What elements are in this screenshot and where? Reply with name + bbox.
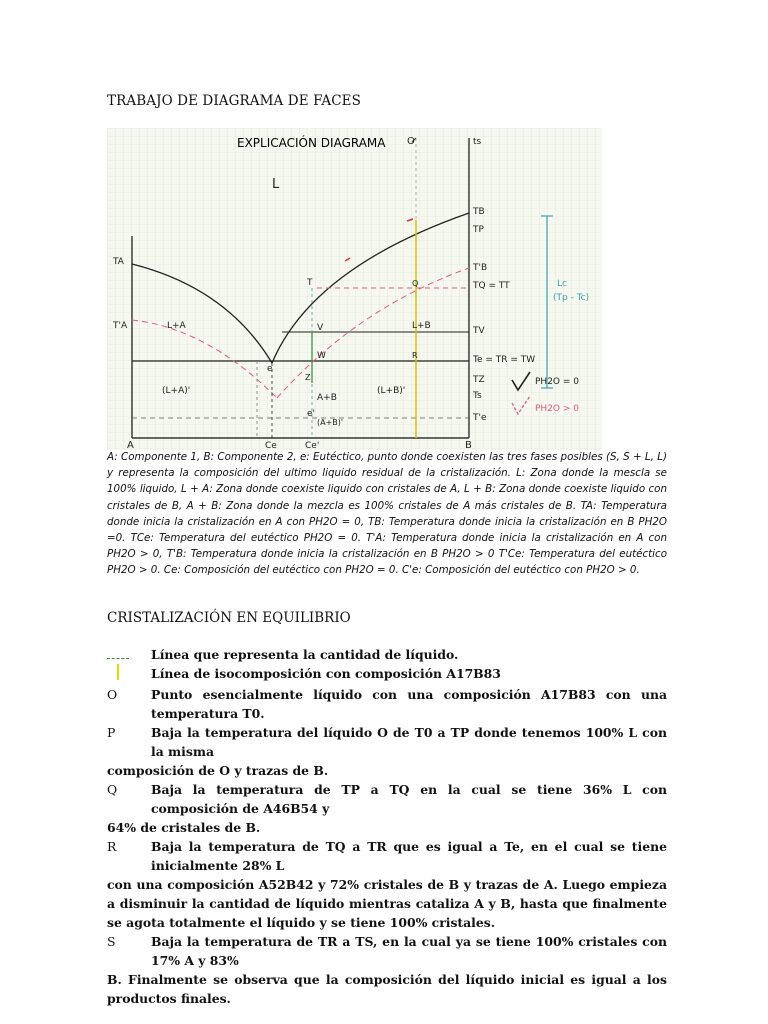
label-TE: Te = TR = TW — [473, 355, 536, 365]
figure-caption: A: Componente 1, B: Componente 2, e: Eutéctico, punto donde coexisten las tres fases posibles (S, S + L, L) y representa la composición del ultimo liquido residual de la cristalización. L: Zona donde la mescla se 100% liquido, L + A: Zona donde coexiste liquido con cristales de A, L + B: Zona donde coexiste liquido con cristales de B, A + B: Zona donde la mezcla es 100% cristales de A más cristales de B. TA: Temperatura donde inicia la cristalización en A con PH2O = 0, TB: Temperatura donde inicia la cristalización en B PH2O =0. TCe: Temperatura del eutéctico PH2O = 0. T'A: Temperatura donde inicia la cristalización en A con PH2O > 0, T'B: Temperatura donde inicia la cristalización en B PH2O > 0 T'Ce: Temperatura del eutéctico PH2O > 0. Ce: Composición del eutéctico con PH2O = 0. C'e: Composición del eutéctico con PH2O > 0. — [107, 451, 667, 577]
label-A: A — [127, 440, 134, 450]
point-text: Baja la temperatura de TQ a TR que es igual a Te, en el cual se tiene inicialmente 28% L — [151, 839, 667, 873]
label-e: e — [267, 364, 273, 374]
label-R: R — [412, 351, 418, 360]
label-TP: TP — [473, 225, 484, 235]
legend-row-isocomposition — [107, 664, 667, 685]
figure-heading: EXPLICACIÓN DIAGRAMA — [237, 136, 386, 150]
label-TQ: TQ = TT — [473, 281, 510, 291]
list-item — [107, 723, 667, 761]
crystallization-list — [107, 645, 667, 1008]
point-continuation: con una composición A52B42 y 72% cristales de B y trazas de A. Luego empieza a disminuir la cantidad de líquido mientras cataliza A y B, hasta que finalmente se agota totalmente el líquido y se tiene 100% cristales. — [107, 877, 667, 930]
point-key: P — [107, 725, 116, 740]
label-e2: e' — [307, 409, 316, 419]
yellow-line-icon — [117, 664, 119, 680]
label-Q: Q — [412, 279, 419, 288]
phase-diagram-figure — [107, 128, 602, 450]
label-Ce: Ce — [265, 441, 277, 450]
label-LA: L+A — [167, 321, 186, 331]
label-TS: Ts — [473, 391, 482, 401]
label-T: T — [307, 278, 313, 288]
label-AB: A+B — [317, 393, 337, 403]
list-item — [107, 932, 667, 970]
green-dashed-line-icon — [107, 658, 129, 659]
label-ts: ts — [473, 137, 482, 147]
list-item — [107, 780, 667, 818]
label-TA2: T'A — [113, 321, 128, 331]
point-continuation: composición de O y trazas de B. — [107, 763, 329, 778]
label-TA: TA — [113, 257, 124, 267]
point-continuation: B. Finalmente se observa que la composición del líquido inicial es igual a los productos finales. — [107, 972, 667, 1006]
point-text: Baja la temperatura del líquido O de T0 a TP donde tenemos 100% L con la misma — [151, 725, 667, 759]
label-W: W — [317, 351, 326, 361]
legend-liquid-text: Línea que representa la cantidad de líquido. — [151, 647, 459, 662]
list-item — [107, 837, 667, 875]
point-text: Punto esencialmente líquido con una composición A17B83 con una temperatura T0. — [151, 687, 667, 721]
label-O: O — [407, 136, 415, 147]
list-item — [107, 685, 667, 723]
label-TZ: TZ — [473, 375, 485, 385]
label-B: B — [465, 440, 472, 450]
point-continuation: 64% de cristales de B. — [107, 820, 261, 835]
legend-row-liquid — [107, 645, 667, 664]
label-Lc: Lc — [557, 279, 567, 289]
section-title: CRISTALIZACIÓN EN EQUILIBRIO — [107, 610, 351, 626]
label-TB: TB — [473, 207, 485, 217]
label-TE2: T'e — [473, 413, 487, 423]
label-ph1: PH2O = 0 — [535, 377, 579, 387]
point-text: Baja la temperatura de TP a TQ en la cual se tiene 36% L con composición de A46B54 y — [151, 782, 667, 816]
label-Z: Z — [305, 373, 311, 382]
label-LA2: (L+A)' — [162, 386, 191, 396]
point-key: S — [107, 934, 116, 949]
label-LB: L+B — [412, 321, 431, 331]
label-Ce2: Ce' — [305, 441, 320, 450]
label-Lc2: (Tp - Tc) — [553, 293, 590, 303]
point-text: Baja la temperatura de TR a TS, en la cual ya se tiene 100% cristales con 17% A y 83% — [151, 934, 667, 968]
label-V: V — [317, 323, 324, 333]
point-key: Q — [107, 782, 118, 797]
label-TB2: T'B — [473, 263, 488, 273]
label-LB2: (L+B)' — [377, 386, 406, 396]
legend-isocomposition-text: Línea de isocomposición con composición A17B83 — [151, 666, 501, 681]
point-key: O — [107, 687, 118, 702]
point-key: R — [107, 839, 117, 854]
label-L: L — [272, 177, 280, 192]
document-title: TRABAJO DE DIAGRAMA DE FACES — [107, 93, 361, 109]
label-TV: TV — [473, 326, 485, 336]
label-AB2: (A+B)' — [317, 418, 344, 427]
label-ph2: PH2O > 0 — [535, 404, 579, 414]
